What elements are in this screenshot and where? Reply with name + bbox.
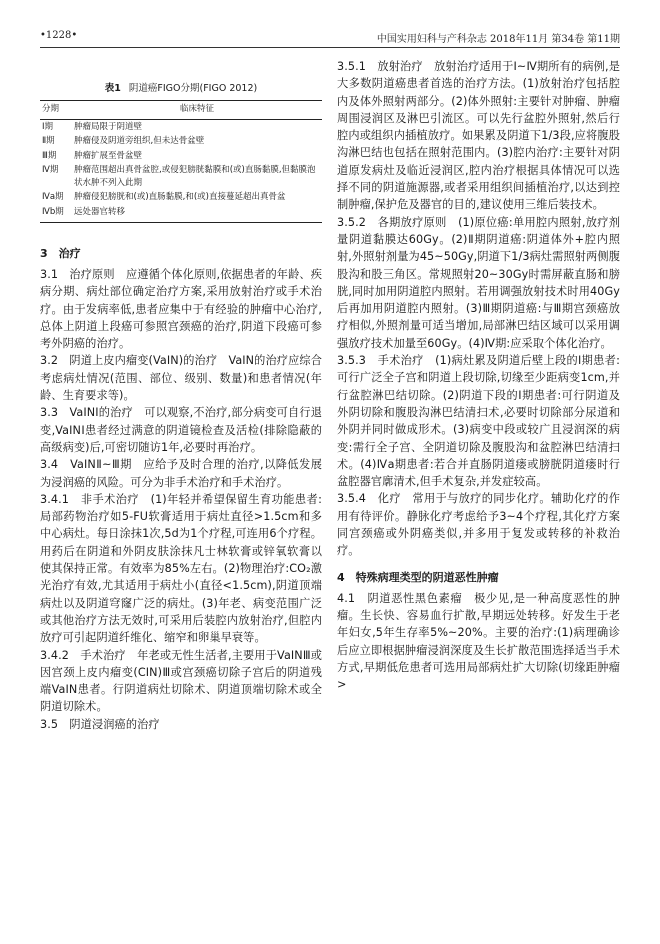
table-header-row [40, 101, 322, 120]
table-row [40, 190, 322, 205]
right-text-flow [337, 58, 620, 693]
feature-cell: 肿瘤范围超出真骨盆腔,或侵犯膀胱黏膜和(或)直肠黏膜,但黏膜泡状水肿不列入此期 [74, 165, 316, 188]
table-row [40, 119, 322, 134]
table-label: 表1 [104, 83, 121, 94]
left-text-flow [40, 245, 322, 733]
paragraph: 3.5.4 化疗 常用于与放疗的同步化疗。辅助化疗的作用有待评价。静脉化疗考虑给予3~4个疗程,其化疗方案同宫颈癌或外阴癌类似,并多用于复发或转移的补救治疗。 [337, 492, 620, 558]
journal-info: 中国实用妇科与产科杂志 2018年11月 第34卷 第11期 [376, 34, 620, 45]
feature-cell: 肿瘤扩展至骨盆壁 [74, 150, 143, 161]
feature-cell: 远处器官转移 [72, 205, 322, 223]
stage-cell: Ⅲ期 [42, 150, 57, 161]
paragraph: 3.3 VaINⅠ的治疗 可以观察,不治疗,部分病变可自行退变,VaINⅠ患者经过满意的阴道镜检查及活检(排除隐蔽的高级病变)后,可密切随访1年,必要时再治疗。 [40, 406, 322, 454]
section-heading: 3 治疗 [40, 247, 81, 260]
table-title: 阴道癌FIGO分期(FIGO 2012) [128, 83, 258, 94]
section-heading: 4 特殊病理类型的阴道恶性肿瘤 [337, 570, 499, 584]
stage-cell: Ⅰ期 [42, 121, 54, 132]
column-header-feature: 临床特征 [72, 101, 322, 120]
stage-cell: Ⅱ期 [42, 136, 55, 146]
paragraph: 3.1 治疗原则 应遵循个体化原则,依据患者的年龄、疾病分期、病灶部位确定治疗方案,采用放射治疗或手术治疗。由于发病率低,患者应集中于有经验的肿瘤中心治疗,总体上阴道上段癌可参照宫颈癌的治疗,阴道下段癌可参考外阴癌的治疗。 [40, 268, 322, 351]
table-row [40, 163, 322, 190]
paragraph: 3.5.2 各期放疗原则 (1)原位癌:单用腔内照射,放疗剂量阴道黏膜达60Gy。(2)Ⅱ期阴道癌:阴道体外+腔内照射,外照射剂量为45~50Gy,阴道下1/3病灶需照射两侧腹股沟和股三角区。常规照射20~30Gy时需屏蔽直肠和膀胱,同时加用阴道腔内照射。若用调强放射技术时用40Gy后再加用阴道腔内照射。(3)Ⅲ期阴道癌:与Ⅲ期宫颈癌放疗相似,外照剂量可适当增加,局部淋巴结区域可以采用调强放疗技术加量至60Gy。(4)Ⅳ期:应采取个体化治疗。 [337, 215, 620, 350]
page-number: •1228• [40, 30, 78, 41]
paragraph: 3.4.2 手术治疗 年老或无性生活者,主要用于VaINⅢ或因宫颈上皮内瘤变(CIN)Ⅲ或宫颈癌切除子宫后的阴道残端VaIN患者。行阴道病灶切除术、阴道顶端切除术或全阴道切除术。 [40, 648, 322, 714]
feature-cell: 肿瘤局限于阴道壁 [74, 121, 143, 132]
table-body [40, 119, 322, 223]
table-row [40, 149, 322, 164]
feature-cell: 肿瘤侵犯膀胱和(或)直肠黏膜,和(或)直接蔓延超出真骨盆 [74, 192, 286, 202]
paragraph: 4.1 阴道恶性黑色素瘤 极少见,是一种高度恶性的肿瘤。生长快、容易血行扩散,早期远处转移。好发生于老年妇女,5年生存率5%~20%。主要的治疗:(1)病理确诊后应立即根据肿瘤浸润深度及生长扩散范围选择适当手术方式,早期低危患者可选用局部病灶扩大切除(切缘距肿瘤> [337, 591, 620, 692]
stage-cell: Ⅳa期 [42, 192, 64, 202]
feature-cell: 肿瘤侵及阴道旁组织,但未达骨盆壁 [74, 136, 205, 146]
table-row [40, 134, 322, 149]
paragraph: 3.2 阴道上皮内瘤变(VaIN)的治疗 VaIN的治疗应综合考虑病灶情况(范围、部位、级别、数量)和患者情况(年龄、生育要求等)。 [40, 354, 322, 403]
paragraph: 3.5 阴道浸润癌的治疗 [40, 717, 160, 731]
paragraph: 3.5.3 手术治疗 (1)病灶累及阴道后壁上段的Ⅰ期患者:可行广泛全子宫和阴道上段切除,切缘至少距病变1cm,并行盆腔淋巴结切除。(2)阴道下段的Ⅰ期患者:可行阴道及外阴切除和腹股沟淋巴结清扫术,必要时切除部分尿道和外阴并同时做成形术。(3)病变中段或较广且浸润深的病变:需行全子宫、全阴道切除及腹股沟和盆腔淋巴结清扫术。(4)Ⅳa期患者:若合并直肠阴道瘘或膀胱阴道瘘时行盆腔器官廓清术,但手术复杂,并发症较高。 [337, 354, 620, 489]
page-header [40, 28, 620, 46]
column-header-stage: 分期 [40, 101, 72, 120]
left-column [40, 58, 322, 733]
figo-staging-table [40, 100, 322, 223]
header-rule [40, 47, 620, 48]
paragraph: 3.5.1 放射治疗 放射治疗适用于Ⅰ~Ⅳ期所有的病例,是大多数阴道癌患者首选的治疗方法。(1)放射治疗包括腔内及体外照射两部分。(2)体外照射:主要针对肿瘤、肿瘤周围浸润区及淋巴引流区。可以先行盆腔外照射,然后行腔内或组织内插植放疗。如果累及阴道下1/3段,应将腹股沟淋巴结也包括在照射范围内。(3)腔内治疗:主要针对阴道原发病灶及临近浸润区,腔内治疗根据具体情况可以选择不同的阴道施源器,或者采用组织间插植治疗,以达到控制肿瘤,保护危及器官的目的,建议使用三维后装技术。 [337, 60, 620, 212]
right-column [337, 58, 620, 693]
table-row [40, 205, 322, 223]
paragraph: 3.4 VaINⅡ~Ⅲ期 应给予及时合理的治疗,以降低发展为浸润癌的风险。可分为非手术治疗和手术治疗。 [40, 458, 322, 489]
table-caption [40, 80, 322, 94]
stage-cell: Ⅳ期 [42, 165, 59, 175]
stage-cell: Ⅳb期 [40, 205, 72, 223]
paragraph: 3.4.1 非手术治疗 (1)年轻并希望保留生育功能患者:局部药物治疗如5-FU软膏适用于病灶直径>1.5cm和多中心病灶。每日涂抹1次,5d为1个疗程,可连用6个疗程。用药后在阴道和外阴皮肤涂抹凡士林软膏或锌氧软膏以使其保持正常。有效率为85%左右。(2)物理治疗:CO₂激光治疗有效,尤其适用于病灶小(直径<1.5cm),阴道顶端病灶以及阴道穹窿广泛的病灶。(3)年老、病变范围广泛或其他治疗方法无效时,可采用后装腔内放射治疗,但腔内放疗可引起阴道纤维化、缩窄和卵巢早衰等。 [40, 492, 322, 645]
